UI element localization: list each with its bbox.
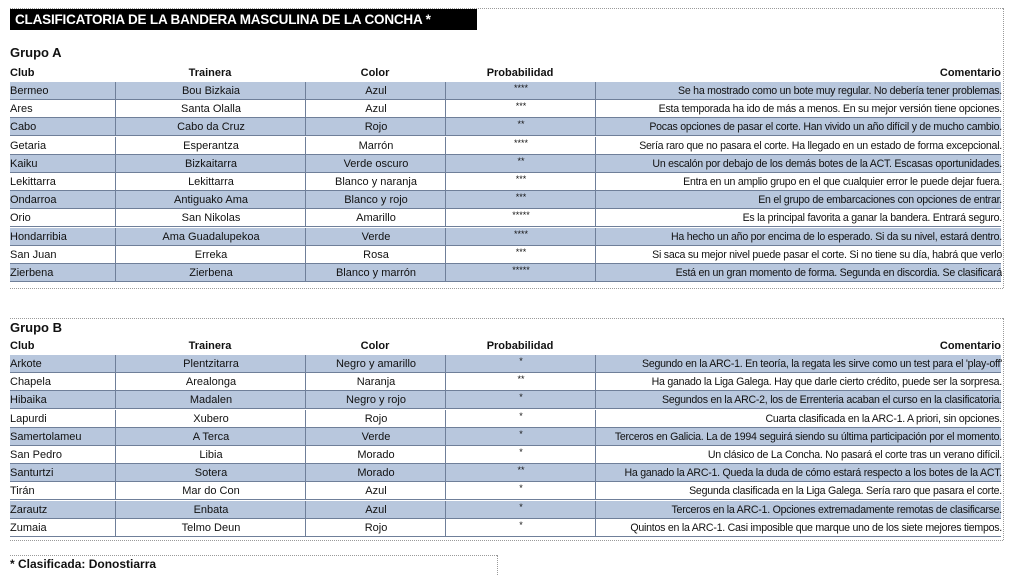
probability-cell: * <box>445 355 596 372</box>
color-cell: Rojo <box>305 410 446 427</box>
color-cell: Azul <box>305 501 446 518</box>
trainera-cell: Madalen <box>115 391 306 408</box>
club-cell: Ondarroa <box>10 194 57 207</box>
club-cell: Tirán <box>10 485 35 498</box>
club-cell: Bermeo <box>10 85 49 97</box>
comment-cell: Ha ganado la Liga Galega. Hay que darle cierto crédito, puede ser la sorpresa. <box>595 373 1002 390</box>
table-row <box>10 391 1001 409</box>
trainera-cell: Telmo Deun <box>115 519 306 536</box>
comment-cell: Ha ganado la ARC-1. Queda la duda de cómo estará respecto a los botes de la ACT. <box>595 464 1002 481</box>
probability-cell: *** <box>445 246 596 263</box>
color-cell: Rojo <box>305 118 446 135</box>
trainera-cell: Santa Olalla <box>115 100 306 117</box>
probability-cell: ** <box>445 155 596 172</box>
trainera-cell: Erreka <box>115 246 306 263</box>
comment-cell: Segundos en la ARC-2, los de Errenteria acaban el curso en la clasificatoria. <box>595 391 1002 408</box>
table-row <box>10 173 1001 191</box>
comment-cell: Esta temporada ha ido de más a menos. En su mejor versión tiene opciones. <box>595 100 1002 117</box>
color-cell: Negro y amarillo <box>305 355 446 372</box>
color-cell: Verde <box>305 428 446 445</box>
trainera-cell: Antiguako Ama <box>115 191 306 208</box>
comment-cell: Segunda clasificada en la Liga Galega. Sería raro que pasara el corte. <box>595 482 1002 499</box>
trainera-cell: Bou Bizkaia <box>115 82 306 99</box>
trainera-cell: Cabo da Cruz <box>115 118 306 135</box>
probability-cell: **** <box>445 82 596 99</box>
comment-cell: Un escalón por debajo de los demás botes de la ACT. Escasas oportunidades. <box>595 155 1002 172</box>
comment-cell: Terceros en la ARC-1. Opciones extremadamente remotas de clasificarse. <box>595 501 1002 518</box>
color-cell: Verde <box>305 228 446 245</box>
header-trainera: Trainera <box>188 67 232 79</box>
probability-cell: ** <box>445 464 596 481</box>
table-row <box>10 228 1001 246</box>
club-cell: Getaria <box>10 139 47 152</box>
probability-cell: * <box>445 446 596 463</box>
club-cell: Hibaika <box>10 394 47 407</box>
table-row <box>10 118 1001 136</box>
trainera-cell: Libia <box>115 446 306 463</box>
table-row <box>10 410 1001 428</box>
trainera-cell: Zierbena <box>115 264 306 281</box>
table-row <box>10 355 1001 373</box>
probability-cell: ***** <box>445 209 596 226</box>
color-cell: Azul <box>305 100 446 117</box>
table-row <box>10 155 1001 173</box>
club-cell: Arkote <box>10 358 42 370</box>
club-cell: Zarautz <box>10 503 48 516</box>
table-row <box>10 373 1001 391</box>
comment-cell: Cuarta clasificada en la ARC-1. A priori, sin opciones. <box>595 410 1002 427</box>
trainera-cell: Ama Guadalupekoa <box>115 228 306 245</box>
club-cell: San Juan <box>10 248 57 261</box>
club-cell: Lekittarra <box>10 176 56 188</box>
club-cell: Kaiku <box>10 157 38 170</box>
probability-cell: * <box>445 482 596 499</box>
club-cell: Cabo <box>10 121 37 134</box>
trainera-cell: Mar do Con <box>115 482 306 499</box>
table-row <box>10 209 1001 227</box>
group-b-title: Grupo B <box>10 320 62 335</box>
club-cell: Santurtzi <box>10 467 54 480</box>
color-cell: Blanco y rojo <box>305 191 446 208</box>
color-cell: Amarillo <box>305 209 446 226</box>
header-comentario: Comentario <box>939 67 1001 79</box>
probability-cell: ** <box>445 373 596 390</box>
trainera-cell: Bizkaitarra <box>115 155 306 172</box>
color-cell: Blanco y marrón <box>305 264 446 281</box>
comment-cell: Sería raro que no pasara el corte. Ha llegado en un estado de forma excepcional. <box>595 137 1002 154</box>
table-row <box>10 100 1001 118</box>
table-row <box>10 464 1001 482</box>
club-cell: Ares <box>10 103 33 116</box>
probability-cell: **** <box>445 228 596 245</box>
trainera-cell: Plentzitarra <box>115 355 306 372</box>
trainera-cell: Xubero <box>115 410 306 427</box>
probability-cell: **** <box>445 137 596 154</box>
header-color: Color <box>360 67 390 79</box>
header-probabilidad: Probabilidad <box>486 67 554 79</box>
table-row <box>10 137 1001 155</box>
table-row <box>10 428 1001 446</box>
footnote: * Clasificada: Donostiarra <box>10 557 157 571</box>
comment-cell: Quintos en la ARC-1. Casi imposible que marque uno de los siete mejores tiempos. <box>595 519 1002 536</box>
color-cell: Azul <box>305 82 446 99</box>
table-row <box>10 519 1001 537</box>
club-cell: Hondarribia <box>10 230 67 243</box>
club-cell: Zierbena <box>10 267 54 279</box>
comment-cell: Si saca su mejor nivel puede pasar el corte. Si no tiene su día, habrá que verlo <box>595 246 1002 263</box>
comment-cell: Entra en un amplio grupo en el que cualquier error le puede dejar fuera. <box>595 173 1002 190</box>
table-row <box>10 191 1001 209</box>
probability-cell: * <box>445 501 596 518</box>
color-cell: Verde oscuro <box>305 155 446 172</box>
probability-cell: ** <box>445 118 596 135</box>
comment-cell: Se ha mostrado como un bote muy regular. No debería tener problemas. <box>595 82 1002 99</box>
color-cell: Morado <box>305 446 446 463</box>
group-a-title: Grupo A <box>10 45 62 60</box>
color-cell: Negro y rojo <box>305 391 446 408</box>
table-row <box>10 246 1001 264</box>
color-cell: Rosa <box>305 246 446 263</box>
color-cell: Naranja <box>305 373 446 390</box>
club-cell: Chapela <box>10 376 51 389</box>
trainera-cell: Lekittarra <box>115 173 306 190</box>
club-cell: San Pedro <box>10 449 62 461</box>
trainera-cell: Sotera <box>115 464 306 481</box>
comment-cell: Es la principal favorita a ganar la bandera. Entrará seguro. <box>595 209 1002 226</box>
comment-cell: Terceros en Galicia. La de 1994 seguirá siendo su última participación por el momento. <box>595 428 1002 445</box>
probability-cell: ***** <box>445 264 596 281</box>
color-cell: Azul <box>305 482 446 499</box>
club-cell: Samertolameu <box>10 430 82 443</box>
color-cell: Rojo <box>305 519 446 536</box>
header-club: Club <box>10 67 35 79</box>
club-cell: Zumaia <box>10 521 47 534</box>
color-cell: Morado <box>305 464 446 481</box>
trainera-cell: Esperantza <box>115 137 306 154</box>
club-cell: Orio <box>10 212 31 225</box>
header-club: Club <box>10 340 35 352</box>
header-trainera: Trainera <box>188 340 232 352</box>
club-cell: Lapurdi <box>10 412 47 425</box>
color-cell: Marrón <box>305 137 446 154</box>
table-row <box>10 264 1001 282</box>
header-color: Color <box>360 340 390 352</box>
comment-cell: Está en un gran momento de forma. Segunda en discordia. Se clasificará <box>595 264 1002 281</box>
table-row <box>10 446 1001 464</box>
comment-cell: Un clásico de La Concha. No pasará el corte tras un verano difícil. <box>595 446 1002 463</box>
comment-cell: Pocas opciones de pasar el corte. Han vivido un año difícil y de mucho cambio. <box>595 118 1002 135</box>
header-probabilidad: Probabilidad <box>486 340 554 352</box>
table-row <box>10 82 1001 100</box>
trainera-cell: Enbata <box>115 501 306 518</box>
probability-cell: * <box>445 410 596 427</box>
page-title: CLASIFICATORIA DE LA BANDERA MASCULINA DE LA CONCHA * <box>10 9 477 30</box>
probability-cell: *** <box>445 100 596 117</box>
trainera-cell: San Nikolas <box>115 209 306 226</box>
probability-cell: * <box>445 519 596 536</box>
probability-cell: *** <box>445 173 596 190</box>
comment-cell: Segundo en la ARC-1. En teoría, la regata les sirve como un test para el 'play-off' <box>595 355 1002 372</box>
trainera-cell: A Terca <box>115 428 306 445</box>
probability-cell: * <box>445 391 596 408</box>
probability-cell: *** <box>445 191 596 208</box>
probability-cell: * <box>445 428 596 445</box>
header-comentario: Comentario <box>939 340 1001 352</box>
table-row <box>10 482 1001 500</box>
trainera-cell: Arealonga <box>115 373 306 390</box>
comment-cell: En el grupo de embarcaciones con opciones de entrar. <box>595 191 1002 208</box>
table-row <box>10 501 1001 519</box>
color-cell: Blanco y naranja <box>305 173 446 190</box>
comment-cell: Ha hecho un año por encima de lo esperado. Si da su nivel, estará dentro. <box>595 228 1002 245</box>
